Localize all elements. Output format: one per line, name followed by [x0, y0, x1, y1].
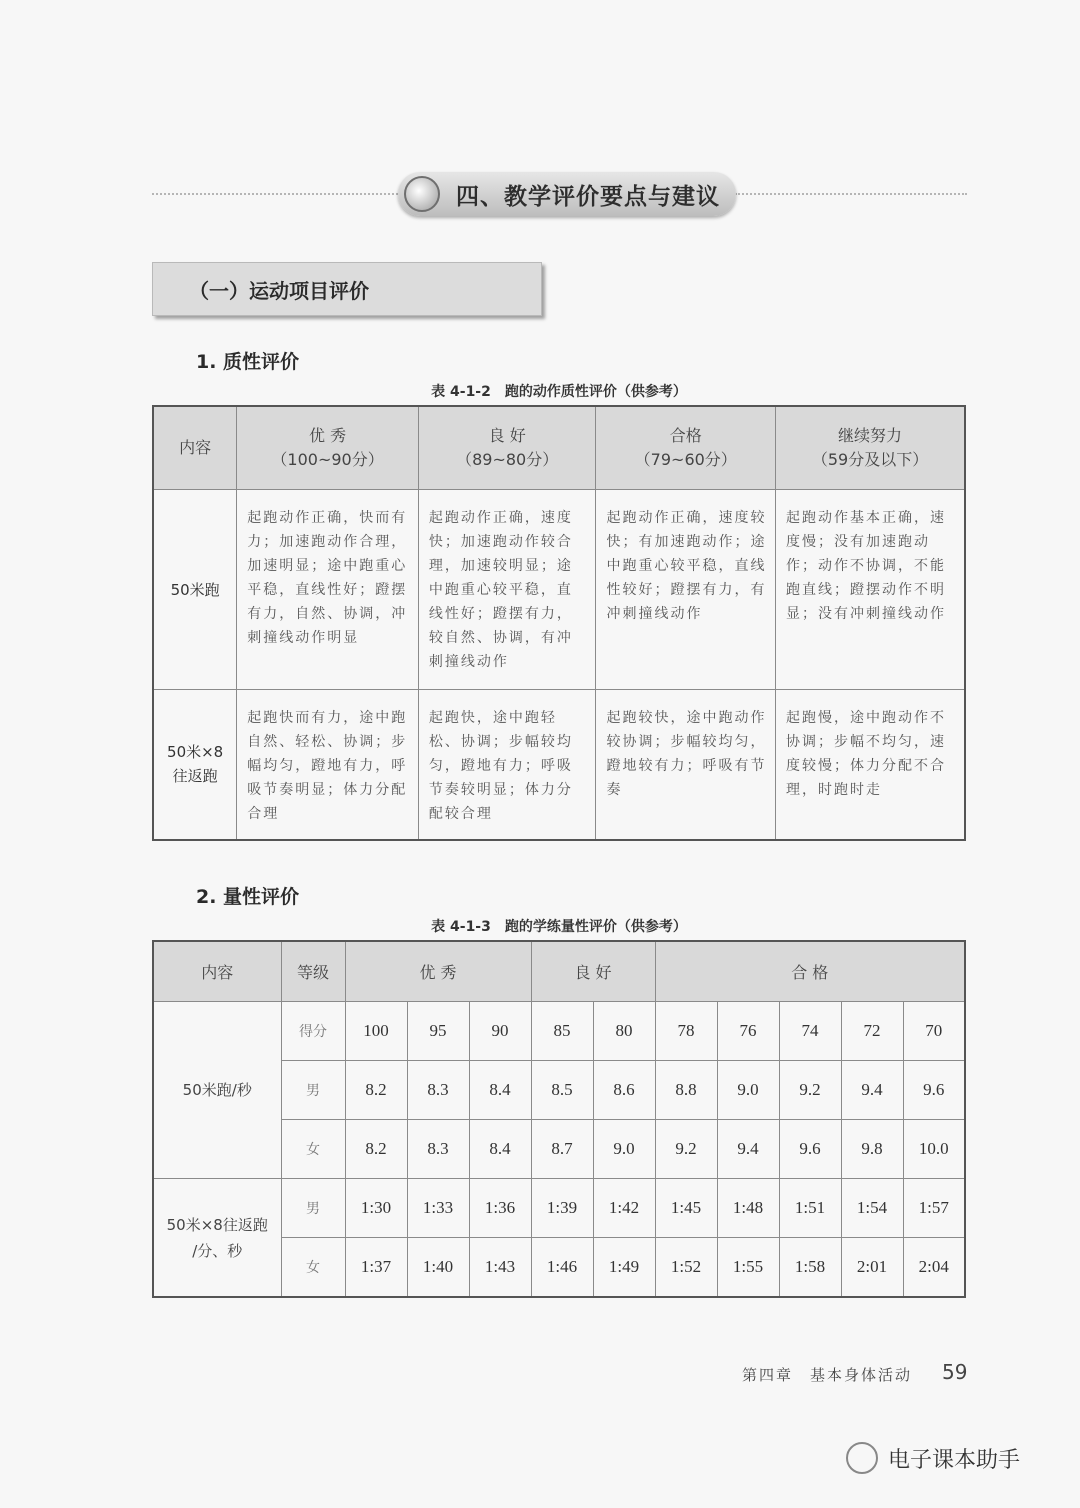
- table-row: [153, 690, 965, 840]
- table-cell: 70: [903, 1002, 965, 1061]
- table-cell: 8.7: [531, 1120, 593, 1179]
- table2-header-pass: 合 格: [655, 941, 965, 1002]
- table-cell: 9.6: [903, 1061, 965, 1120]
- table-cell: 1:49: [593, 1238, 655, 1298]
- table-cell: 8.2: [345, 1120, 407, 1179]
- qualitative-heading: 1. 质性评价: [196, 351, 300, 373]
- table-cell: 100: [345, 1002, 407, 1061]
- row-label: 50米跑: [153, 490, 237, 690]
- subsection-banner: [152, 262, 542, 316]
- table-cell: 2:04: [903, 1238, 965, 1298]
- watermark-text: 电子课本助手: [888, 1447, 1021, 1473]
- row-label: 女: [281, 1120, 345, 1179]
- table2-header-content: 内容: [153, 941, 281, 1002]
- table2-header-level: 等级: [281, 941, 345, 1002]
- page-number: 59: [942, 1360, 968, 1384]
- table-cell: 80: [593, 1002, 655, 1061]
- table2-header-good: 良 好: [531, 941, 655, 1002]
- row-label: 女: [281, 1238, 345, 1298]
- table-cell: 78: [655, 1002, 717, 1061]
- table-cell: 90: [469, 1002, 531, 1061]
- table1-caption: 表 4-1-2 跑的动作质性评价（供参考）: [431, 384, 687, 400]
- row-label: 男: [281, 1179, 345, 1238]
- table-cell: 8.3: [407, 1061, 469, 1120]
- table-cell: 9.2: [655, 1120, 717, 1179]
- row-label: 50米×8 往返跑: [153, 690, 237, 840]
- table-row: [153, 1002, 965, 1061]
- quantitative-heading: 2. 量性评价: [196, 886, 300, 908]
- table-cell: 1:48: [717, 1179, 779, 1238]
- table-cell: 9.0: [593, 1120, 655, 1179]
- table2-header-row: [153, 941, 965, 1002]
- table-cell: 9.4: [717, 1120, 779, 1179]
- group-label: 50米×8往返跑 /分、秒: [153, 1179, 281, 1298]
- table-cell: 74: [779, 1002, 841, 1061]
- table-cell: 1:36: [469, 1179, 531, 1238]
- qualitative-table: [152, 405, 966, 841]
- table-cell: 起跑较快，途中跑动作较协调；步幅较均匀，蹬地较有力；呼吸有节奏: [596, 690, 776, 840]
- table-cell: 1:39: [531, 1179, 593, 1238]
- table-cell: 95: [407, 1002, 469, 1061]
- table-row: [153, 1179, 965, 1238]
- table-cell: 1:42: [593, 1179, 655, 1238]
- table-cell: 起跑动作正确，速度较快；有加速跑动作；途中跑重心较平稳，直线性较好；蹬摆有力，有冲刺撞线动作: [596, 490, 776, 690]
- table-cell: 8.2: [345, 1061, 407, 1120]
- subsection-title: （一）运动项目评价: [189, 278, 369, 303]
- table-row: [153, 490, 965, 690]
- table-cell: 起跑动作正确，快而有力；加速跑动作合理，加速明显；途中跑重心平稳，直线性好；蹬摆有力，自然、协调，冲刺撞线动作明显: [237, 490, 419, 690]
- table-cell: 1:45: [655, 1179, 717, 1238]
- wechat-icon: [846, 1442, 878, 1474]
- table-cell: 起跑慢，途中跑动作不协调；步幅不均匀，速度较慢；体力分配不合理，时跑时走: [776, 690, 965, 840]
- table-cell: 1:43: [469, 1238, 531, 1298]
- table-cell: 起跑快而有力，途中跑自然、轻松、协调；步幅均匀，蹬地有力，呼吸节奏明显；体力分配合理: [237, 690, 419, 840]
- table-cell: 1:51: [779, 1179, 841, 1238]
- table-cell: 8.6: [593, 1061, 655, 1120]
- table-cell: 76: [717, 1002, 779, 1061]
- table-cell: 9.6: [779, 1120, 841, 1179]
- row-label: 得分: [281, 1002, 345, 1061]
- table-cell: 起跑快，途中跑轻松、协调；步幅较均匀，蹬地有力；呼吸节奏较明显；体力分配较合理: [418, 690, 596, 840]
- table-cell: 8.4: [469, 1061, 531, 1120]
- table1-header-pass: 合格 （79~60分）: [596, 406, 776, 490]
- table-cell: 85: [531, 1002, 593, 1061]
- quantitative-table: [152, 940, 966, 1298]
- table-cell: 起跑动作基本正确，速度慢；没有加速跑动作；动作不协调，不能跑直线；蹬摆动作不明显；没有冲刺撞线动作: [776, 490, 965, 690]
- table-cell: 9.8: [841, 1120, 903, 1179]
- table-cell: 起跑动作正确，速度快；加速跑动作较合理，加速较明显；途中跑重心较平稳，直线性好；蹬摆有力，较自然、协调，有冲刺撞线动作: [418, 490, 596, 690]
- table1-header-keep-trying: 继续努力 （59分及以下）: [776, 406, 965, 490]
- table2-header-excellent: 优 秀: [345, 941, 531, 1002]
- section-title: 四、教学评价要点与建议: [456, 183, 720, 210]
- table-cell: 8.4: [469, 1120, 531, 1179]
- table-cell: 8.3: [407, 1120, 469, 1179]
- table-cell: 72: [841, 1002, 903, 1061]
- table-cell: 10.0: [903, 1120, 965, 1179]
- section-banner: [398, 172, 736, 216]
- table-cell: 1:30: [345, 1179, 407, 1238]
- table-cell: 8.8: [655, 1061, 717, 1120]
- table-cell: 9.2: [779, 1061, 841, 1120]
- table-cell: 1:33: [407, 1179, 469, 1238]
- section-badge-icon: [404, 176, 440, 212]
- table1-header-content: 内容: [153, 406, 237, 490]
- divider-right: [735, 193, 967, 195]
- table-cell: 9.0: [717, 1061, 779, 1120]
- row-label: 男: [281, 1061, 345, 1120]
- table-cell: 9.4: [841, 1061, 903, 1120]
- table-cell: 1:37: [345, 1238, 407, 1298]
- table1-header-row: [153, 406, 965, 490]
- watermark: [846, 1442, 1020, 1474]
- table-cell: 1:54: [841, 1179, 903, 1238]
- table-cell: 1:40: [407, 1238, 469, 1298]
- divider-left: [152, 193, 402, 195]
- table2-caption: 表 4-1-3 跑的学练量性评价（供参考）: [431, 919, 687, 935]
- table-cell: 1:55: [717, 1238, 779, 1298]
- table-cell: 1:46: [531, 1238, 593, 1298]
- table1-header-good: 良 好 （89~80分）: [418, 406, 596, 490]
- table-cell: 2:01: [841, 1238, 903, 1298]
- chapter-footer: 第四章 基本身体活动: [742, 1366, 913, 1384]
- table-cell: 1:57: [903, 1179, 965, 1238]
- table1-header-excellent: 优 秀 （100~90分）: [237, 406, 419, 490]
- table-cell: 1:58: [779, 1238, 841, 1298]
- group-label: 50米跑/秒: [153, 1002, 281, 1179]
- table-cell: 8.5: [531, 1061, 593, 1120]
- table-cell: 1:52: [655, 1238, 717, 1298]
